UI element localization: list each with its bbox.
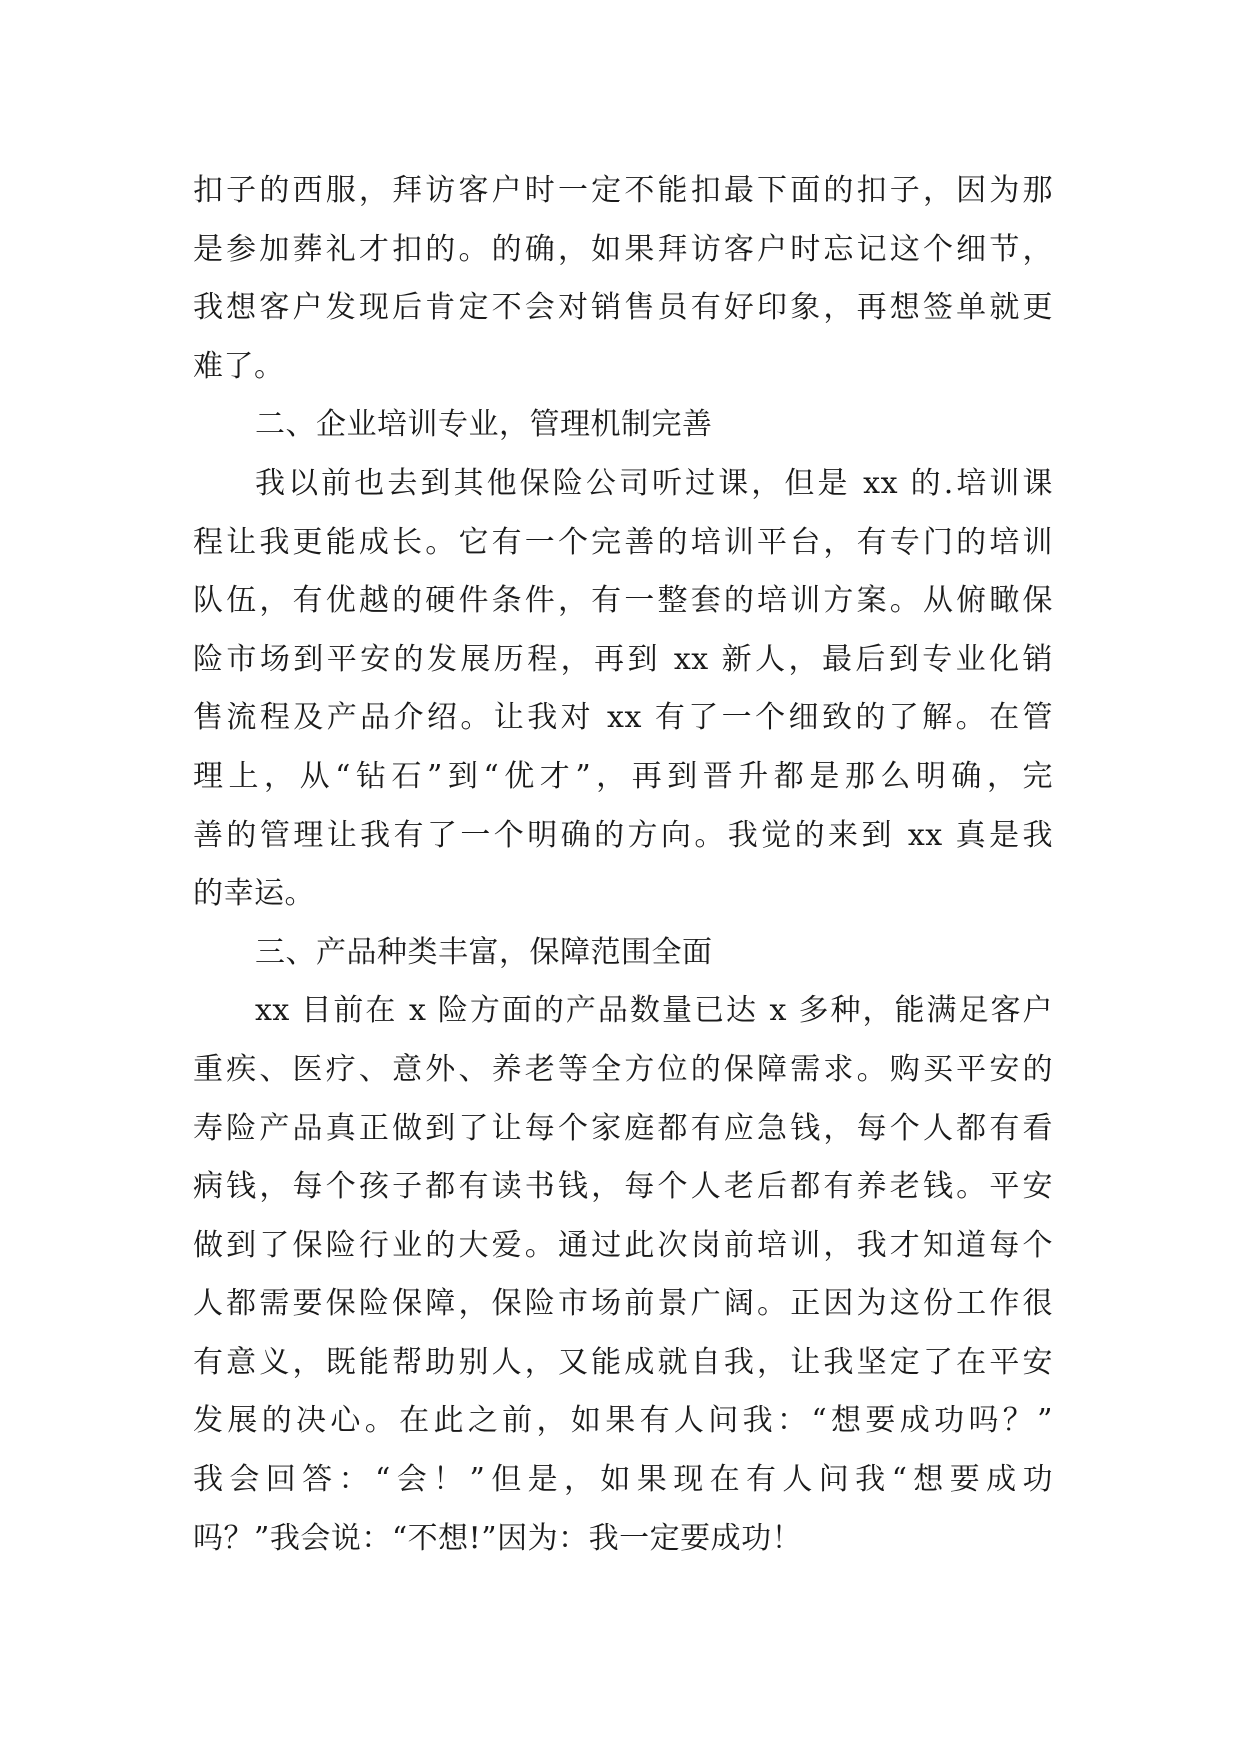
text-line-content: 二、企业培训专业，管理机制完善 — [255, 407, 713, 443]
text-line — [193, 396, 1053, 455]
text-line — [193, 807, 1053, 866]
text-line-content: 三、产品种类丰富，保障范围全面 — [255, 934, 713, 970]
text-line — [193, 455, 1053, 514]
text-line — [193, 865, 1053, 924]
text-line-content: 有意义，既能帮助别人，又能成就自我，让我坚定了在平安 — [193, 1344, 1053, 1380]
text-line — [193, 689, 1053, 748]
text-line — [193, 1158, 1053, 1217]
document-body — [193, 162, 1053, 1568]
text-line-content: 售流程及产品介绍。让我对 xx 有了一个细致的了解。在管 — [193, 700, 1053, 736]
text-line-content: xx 目前在 x 险方面的产品数量已达 x 多种，能满足客户 — [255, 993, 1053, 1029]
text-line — [193, 1451, 1053, 1510]
text-line — [193, 572, 1053, 631]
text-line-content: 病钱，每个孩子都有读书钱，每个人老后都有养老钱。平安 — [193, 1169, 1053, 1205]
text-line-content: 扣子的西服，拜访客户时一定不能扣最下面的扣子，因为那 — [193, 173, 1053, 208]
text-line — [193, 162, 1053, 221]
text-line — [193, 514, 1053, 573]
text-line — [193, 1041, 1053, 1100]
text-line-content: 发展的决心。在此之前，如果有人问我：“想要成功吗？” — [193, 1403, 1053, 1439]
text-line-content: 队伍，有优越的硬件条件，有一整套的培训方案。从俯瞰保 — [193, 583, 1053, 619]
text-line-content: 吗？”我会说：“不想!”因为：我一定要成功！ — [193, 1520, 803, 1556]
text-line-content: 程让我更能成长。它有一个完善的培训平台，有专门的培训 — [193, 524, 1053, 560]
text-line — [193, 1510, 1053, 1569]
text-line-content: 我以前也去到其他保险公司听过课，但是 xx 的.培训课 — [255, 465, 1053, 501]
text-line-content: 险市场到平安的发展历程，再到 xx 新人，最后到专业化销 — [193, 641, 1053, 677]
text-line — [193, 1275, 1053, 1334]
text-line — [193, 221, 1053, 280]
text-line-content: 理上，从“钻石”到“优才”，再到晋升都是那么明确，完 — [193, 758, 1053, 794]
text-line-content: 难了。 — [193, 348, 285, 384]
text-line — [193, 1217, 1053, 1276]
text-line — [193, 982, 1053, 1041]
text-line — [193, 1100, 1053, 1159]
text-line — [193, 631, 1053, 690]
text-line-content: 人都需要保险保障，保险市场前景广阔。正因为这份工作很 — [193, 1286, 1053, 1322]
text-line-content: 做到了保险行业的大爱。通过此次岗前培训，我才知道每个 — [193, 1227, 1053, 1263]
text-line-content: 寿险产品真正做到了让每个家庭都有应急钱，每个人都有看 — [193, 1110, 1053, 1146]
text-line — [193, 338, 1053, 397]
text-line — [193, 1392, 1053, 1451]
text-line — [193, 279, 1053, 338]
text-line-content: 是参加葬礼才扣的。的确，如果拜访客户时忘记这个细节， — [193, 231, 1053, 267]
text-line-content: 重疾、医疗、意外、养老等全方位的保障需求。购买平安的 — [193, 1051, 1053, 1087]
text-line — [193, 924, 1053, 983]
text-line — [193, 1334, 1053, 1393]
text-line — [193, 748, 1053, 807]
text-line-content: 我想客户发现后肯定不会对销售员有好印象，再想签单就更 — [193, 290, 1053, 326]
text-line-content: 善的管理让我有了一个明确的方向。我觉的来到 xx 真是我 — [193, 817, 1053, 853]
text-line-content: 的幸运。 — [193, 876, 315, 912]
text-line-content: 我会回答：“会！”但是，如果现在有人问我“想要成功 — [193, 1462, 1053, 1498]
